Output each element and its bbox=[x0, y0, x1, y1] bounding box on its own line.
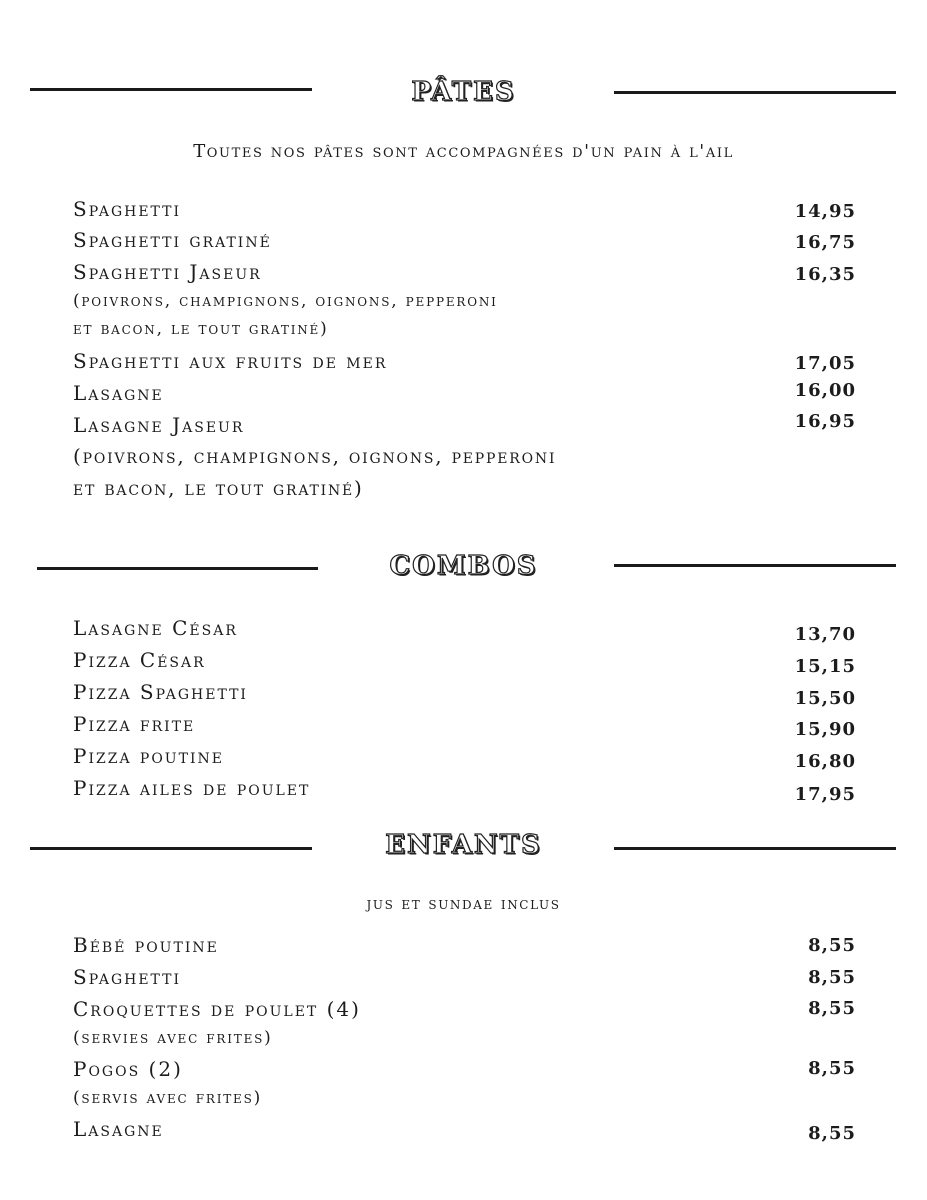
enfants-item-lasagne: Lasagne bbox=[73, 1117, 164, 1141]
pates-desc-lasagne-jaseur bbox=[73, 440, 556, 504]
pates-item-spaghetti-fruits-de-mer: Spaghetti aux fruits de mer bbox=[73, 349, 388, 373]
enfants-desc-croquettes bbox=[73, 1024, 273, 1052]
pates-price-spaghetti-gratine: 16,75 bbox=[794, 232, 856, 253]
desc-line: (servis avec frites) bbox=[73, 1088, 263, 1108]
desc-line: (servies avec frites) bbox=[73, 1028, 273, 1048]
combos-item-pizza-frite: Pizza frite bbox=[73, 712, 196, 736]
enfants-title: ENFANTS bbox=[385, 830, 542, 860]
pates-price-lasagne-jaseur: 16,95 bbox=[794, 411, 856, 432]
desc-line: et bacon, le tout gratiné) bbox=[73, 476, 364, 500]
pates-title: PÂTES bbox=[411, 77, 516, 107]
pates-item-spaghetti-gratine: Spaghetti gratiné bbox=[73, 228, 272, 252]
pates-item-lasagne-jaseur: Lasagne Jaseur bbox=[73, 413, 245, 437]
combos-item-pizza-ailes-de-poulet: Pizza ailes de poulet bbox=[73, 776, 311, 800]
combos-item-pizza-spaghetti: Pizza Spaghetti bbox=[73, 680, 248, 704]
combos-price-pizza-frite: 15,90 bbox=[794, 719, 856, 740]
enfants-desc-pogos bbox=[73, 1084, 262, 1112]
combos-price-pizza-ailes-de-poulet: 17,95 bbox=[794, 784, 856, 805]
combos-title: COMBOS bbox=[389, 551, 538, 581]
combos-item-pizza-cesar: Pizza César bbox=[73, 648, 206, 672]
pates-price-spaghetti-jaseur: 16,35 bbox=[794, 264, 856, 285]
pates-price-lasagne: 16,00 bbox=[794, 380, 856, 401]
desc-line: (poivrons, champignons, oignons, pepperoni bbox=[73, 291, 498, 311]
pates-desc-spaghetti-jaseur bbox=[73, 287, 498, 343]
combos-price-lasagne-cesar: 13,70 bbox=[794, 624, 856, 645]
pates-item-spaghetti: Spaghetti bbox=[73, 197, 182, 221]
combos-item-pizza-poutine: Pizza poutine bbox=[73, 744, 224, 768]
enfants-price-spaghetti: 8,55 bbox=[808, 967, 856, 988]
enfants-subtitle: jus et sundae inclus bbox=[366, 894, 561, 914]
enfants-price-bebe-poutine: 8,55 bbox=[808, 935, 856, 956]
combos-price-pizza-poutine: 16,80 bbox=[794, 751, 856, 772]
enfants-item-bebe-poutine: Bébé poutine bbox=[73, 933, 219, 957]
combos-item-lasagne-cesar: Lasagne César bbox=[73, 616, 238, 640]
enfants-price-lasagne: 8,55 bbox=[808, 1123, 856, 1144]
enfants-item-spaghetti: Spaghetti bbox=[73, 965, 182, 989]
enfants-item-pogos: Pogos (2) bbox=[73, 1057, 183, 1081]
combos-price-pizza-cesar: 15,15 bbox=[794, 656, 856, 677]
enfants-item-croquettes: Croquettes de poulet (4) bbox=[73, 997, 361, 1021]
pates-item-lasagne: Lasagne bbox=[73, 381, 164, 405]
pates-item-spaghetti-jaseur: Spaghetti Jaseur bbox=[73, 260, 262, 284]
enfants-price-pogos: 8,55 bbox=[808, 1058, 856, 1079]
pates-price-spaghetti: 14,95 bbox=[794, 201, 856, 222]
combos-price-pizza-spaghetti: 15,50 bbox=[794, 688, 856, 709]
desc-line: et bacon, le tout gratiné) bbox=[73, 319, 329, 339]
desc-line: (poivrons, champignons, oignons, pepperoni bbox=[73, 444, 557, 468]
enfants-price-croquettes: 8,55 bbox=[808, 998, 856, 1019]
pates-subtitle: Toutes nos pâtes sont accompagnées d'un pain à l'ail bbox=[193, 141, 734, 162]
pates-price-spaghetti-fruits-de-mer: 17,05 bbox=[794, 353, 856, 374]
